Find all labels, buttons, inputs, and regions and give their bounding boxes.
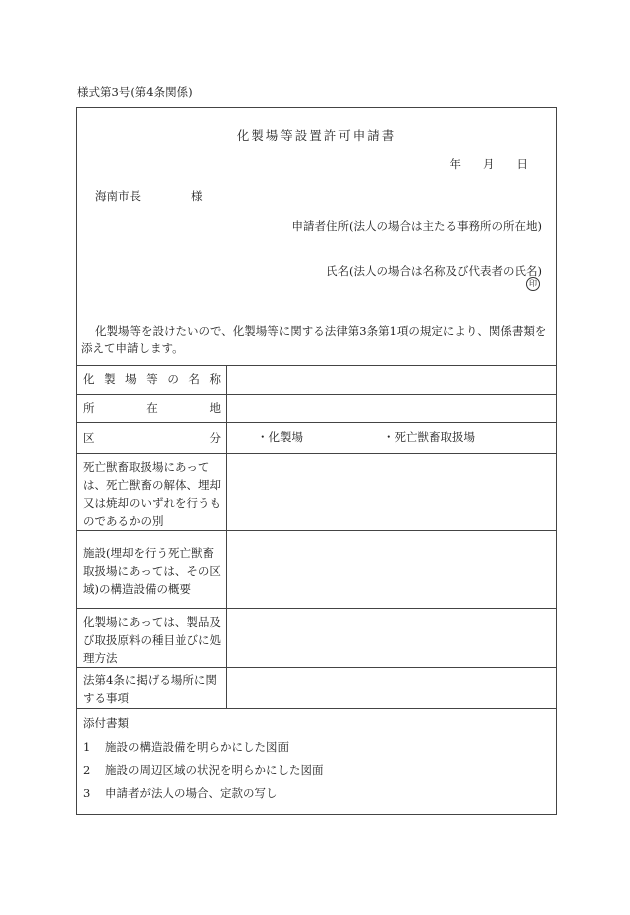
row-divider xyxy=(77,365,556,366)
day-label: 日 xyxy=(516,157,528,171)
date-line xyxy=(450,156,529,172)
row-divider xyxy=(77,453,556,454)
year-label: 年 xyxy=(449,157,461,171)
attachment-item: 2 施設の周辺区域の状況を明らかにした図面 xyxy=(83,763,324,777)
category-option-carcass-facility: ・死亡獣畜取扱場 xyxy=(383,430,475,444)
application-form xyxy=(76,107,557,815)
row-divider xyxy=(77,530,556,531)
category-label: 区 分 xyxy=(83,431,221,445)
location-label: 所 在 地 xyxy=(83,401,221,415)
facility-name-label: 化 製 場 等 の 名 称 xyxy=(83,372,221,386)
addressee xyxy=(95,188,203,204)
addressee-name: 海南市長 xyxy=(95,189,141,203)
attachments-title: 添付書類 xyxy=(83,716,129,730)
row-divider xyxy=(77,422,556,423)
form-number: 様式第3号(第4条関係) xyxy=(77,85,193,99)
facility-overview-label: 施設(埋却を行う死亡獣畜取扱場にあっては、その区域)の構造設備の概要 xyxy=(83,546,221,596)
applicant-name-label: 氏名(法人の場合は名称及び代表者の氏名) xyxy=(326,264,542,278)
row-divider xyxy=(77,608,556,609)
disposal-method-label: 死亡獣畜取扱場にあっては、死亡獣畜の解体、埋却又は焼却のいずれを行うものであるかの別 xyxy=(83,460,221,528)
attachment-item: 3 申請者が法人の場合、定款の写し xyxy=(83,786,278,800)
form-title: 化製場等設置許可申請書 xyxy=(236,128,397,143)
seal-mark: 印 xyxy=(526,277,540,291)
row-divider xyxy=(77,708,556,709)
applicant-address-label: 申請者住所(法人の場合は主たる事務所の所在地) xyxy=(291,219,542,233)
application-statement: 化製場等を設けたいので、化製場等に関する法律第3条第1項の規定により、関係書類を添えて申請します。 xyxy=(81,324,547,355)
row-divider xyxy=(77,667,556,668)
category-option-rendering-plant: ・化製場 xyxy=(257,430,303,444)
month-label: 月 xyxy=(483,157,495,171)
products-label: 化製場にあっては、製品及び取扱原料の種目並びに処理方法 xyxy=(83,615,221,665)
addressee-honorific: 様 xyxy=(191,189,203,203)
column-divider xyxy=(226,365,227,708)
attachment-item: 1 施設の構造設備を明らかにした図面 xyxy=(83,740,289,754)
row-divider xyxy=(77,394,556,395)
article4-label: 法第4条に掲げる場所に関する事項 xyxy=(83,673,217,705)
